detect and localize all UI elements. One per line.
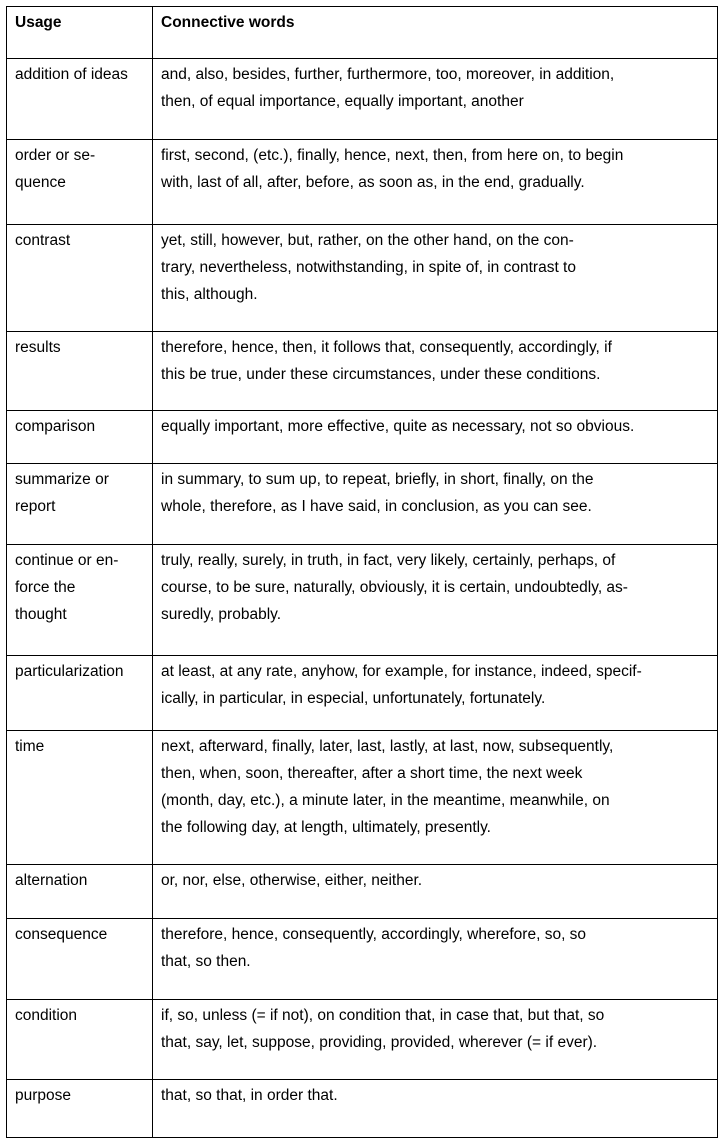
text-line: quence	[15, 174, 66, 191]
text-line: summarize or	[15, 471, 109, 488]
usage-cell	[7, 865, 153, 919]
text-line: continue or en-	[15, 552, 119, 569]
text-line: then, of equal importance, equally important, another	[161, 93, 524, 110]
usage-cell	[7, 411, 153, 464]
connective-words-cell	[153, 464, 718, 545]
text-line: purpose	[15, 1087, 72, 1104]
table-header-row	[7, 7, 718, 59]
text-line: whole, therefore, as I have said, in conclusion, as you can see.	[161, 498, 592, 515]
usage-cell	[7, 464, 153, 545]
usage-cell	[7, 545, 153, 656]
text-line: (month, day, etc.), a minute later, in the meantime, meanwhile, on	[161, 792, 610, 809]
usage-cell	[7, 225, 153, 332]
text-line: at least, at any rate, anyhow, for example, for instance, indeed, specif-	[161, 663, 642, 680]
table-row	[7, 411, 718, 464]
text-line: thought	[15, 606, 67, 623]
text-line: first, second, (etc.), finally, hence, next, then, from here on, to begin	[161, 147, 624, 164]
table-row	[7, 731, 718, 865]
connective-words-cell	[153, 225, 718, 332]
connective-words-cell	[153, 919, 718, 1000]
text-line: suredly, probably.	[161, 606, 282, 623]
text-line: trary, nevertheless, notwithstanding, in spite of, in contrast to	[161, 259, 576, 276]
text-line: yet, still, however, but, rather, on the other hand, on the con-	[161, 232, 574, 249]
text-line: force the	[15, 579, 76, 596]
text-line: comparison	[15, 418, 96, 435]
text-line: next, afterward, finally, later, last, lastly, at last, now, subsequently,	[161, 738, 614, 755]
text-line: that, so then.	[161, 953, 251, 970]
table-row	[7, 332, 718, 411]
connectives-table	[6, 6, 718, 1138]
text-line: then, when, soon, thereafter, after a short time, the next week	[161, 765, 583, 782]
header-connective-words: Connective words	[153, 7, 718, 59]
text-line: or, nor, else, otherwise, either, neither.	[161, 872, 423, 889]
connective-words-cell	[153, 731, 718, 865]
table-row	[7, 656, 718, 731]
text-line: contrast	[15, 232, 71, 249]
table-row	[7, 1080, 718, 1138]
text-line: therefore, hence, consequently, accordingly, wherefore, so, so	[161, 926, 587, 943]
usage-cell	[7, 140, 153, 225]
connective-words-cell	[153, 1080, 718, 1138]
connective-words-cell	[153, 411, 718, 464]
text-line: that, so that, in order that.	[161, 1087, 338, 1104]
text-line: time	[15, 738, 45, 755]
text-line: order or se-	[15, 147, 96, 164]
usage-cell	[7, 59, 153, 140]
connective-words-cell	[153, 140, 718, 225]
text-line: alternation	[15, 872, 88, 889]
table-row	[7, 545, 718, 656]
text-line: results	[15, 339, 61, 356]
table-row	[7, 225, 718, 332]
text-line: report	[15, 498, 56, 515]
header-usage: Usage	[7, 7, 153, 59]
text-line: ically, in particular, in especial, unfortunately, fortunately.	[161, 690, 546, 707]
connective-words-cell	[153, 1000, 718, 1080]
table-row	[7, 464, 718, 545]
table-row	[7, 59, 718, 140]
table-row	[7, 1000, 718, 1080]
table-row	[7, 865, 718, 919]
text-line: condition	[15, 1007, 78, 1024]
text-line: in summary, to sum up, to repeat, briefly, in short, finally, on the	[161, 471, 594, 488]
connective-words-cell	[153, 865, 718, 919]
usage-cell	[7, 332, 153, 411]
table-row	[7, 919, 718, 1000]
text-line: truly, really, surely, in truth, in fact, very likely, certainly, perhaps, of	[161, 552, 616, 569]
text-line: and, also, besides, further, furthermore, too, moreover, in addition,	[161, 66, 615, 83]
text-line: the following day, at length, ultimately, presently.	[161, 819, 491, 836]
text-line: course, to be sure, naturally, obviously, it is certain, undoubtedly, as-	[161, 579, 628, 596]
text-line: particularization	[15, 663, 124, 680]
text-line: therefore, hence, then, it follows that, consequently, accordingly, if	[161, 339, 612, 356]
table-row	[7, 140, 718, 225]
connective-words-cell	[153, 59, 718, 140]
text-line: that, say, let, suppose, providing, provided, wherever (= if ever).	[161, 1034, 598, 1051]
usage-cell	[7, 656, 153, 731]
usage-cell	[7, 919, 153, 1000]
usage-cell	[7, 1000, 153, 1080]
text-line: this be true, under these circumstances, under these conditions.	[161, 366, 601, 383]
text-line: with, last of all, after, before, as soon as, in the end, gradually.	[161, 174, 585, 191]
usage-cell	[7, 731, 153, 865]
usage-cell	[7, 1080, 153, 1138]
text-line: addition of ideas	[15, 66, 128, 83]
text-line: this, although.	[161, 286, 258, 303]
text-line: equally important, more effective, quite as necessary, not so obvious.	[161, 418, 635, 435]
text-line: if, so, unless (= if not), on condition that, in case that, but that, so	[161, 1007, 605, 1024]
text-line: consequence	[15, 926, 108, 943]
connective-words-cell	[153, 332, 718, 411]
connective-words-cell	[153, 545, 718, 656]
connective-words-cell	[153, 656, 718, 731]
